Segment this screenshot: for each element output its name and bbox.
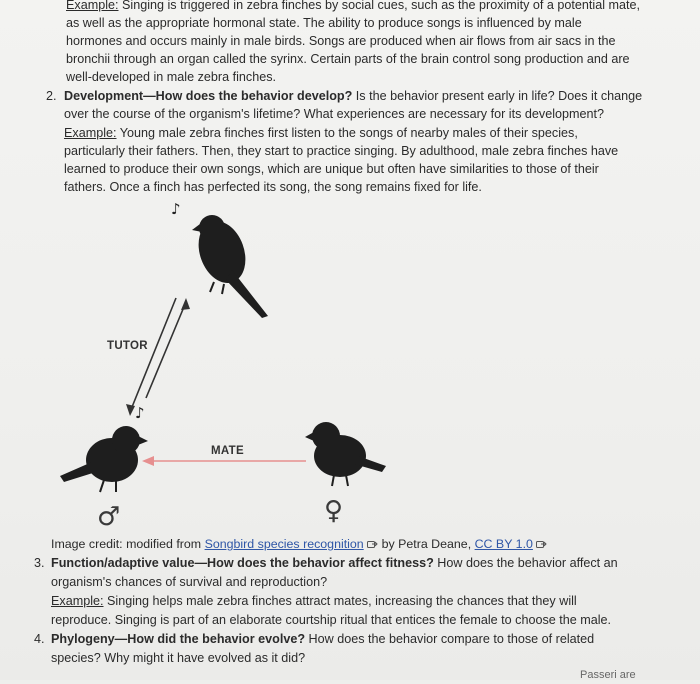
finch-illustration [0, 190, 700, 540]
license-link[interactable]: CC BY 1.0 [474, 537, 533, 551]
credit-middle: by Petra Deane, [378, 537, 475, 551]
example1-line-4: bronchii through an organ called the syrinx. Certain parts of the brain control song production and are [66, 52, 630, 66]
item3-line-1: Function/adaptive value—How does the behavior affect fitness? How does the behavior affect an [51, 556, 618, 570]
item3-line-2: organism's chances of survival and reproduction? [51, 575, 328, 589]
arrowhead-down [126, 404, 135, 416]
external-link-icon[interactable] [367, 540, 378, 549]
music-note-icon: ♪ [171, 200, 181, 218]
example1-line-5: well-developed in male zebra finches. [66, 70, 277, 84]
external-link-icon-2[interactable] [536, 540, 547, 549]
item3-number: 3. [34, 556, 45, 570]
example1-line-2: as well as the appropriate hormonal state. The ability to produce songs is influenced by male [66, 16, 582, 30]
item4-line-2: species? Why might it have evolved as it did? [51, 651, 306, 665]
tutor-bird [190, 214, 268, 318]
mate-label: MATE [211, 445, 244, 457]
item2-line-3: Example: Young male zebra finches first listen to the songs of nearby males of their species, [64, 126, 578, 140]
arrowhead-up [181, 298, 190, 310]
example1-line-1: Example: Singing is triggered in zebra finches by social cues, such as the proximity of a potential mate, [66, 0, 641, 12]
item2-line-4: particularly their fathers. Then, they start to practice singing. By adulthood, male zebra finches have [64, 144, 619, 158]
tutor-arrows [130, 298, 186, 412]
item2-number: 2. [46, 89, 57, 103]
example-label: Example: [66, 0, 119, 12]
item3-line-4: reproduce. Singing is part of an elaborate courtship ritual that entices the female to choose the male. [51, 613, 612, 627]
music-note-icon-2: ♪ [135, 404, 145, 422]
mate-arrowhead [142, 456, 154, 466]
image-credit [51, 535, 547, 553]
finch-figure [0, 190, 700, 540]
female-bird [305, 422, 386, 486]
credit-prefix: Image credit: modified from [51, 537, 205, 551]
item2-line-2: over the course of the organism's lifetime? What experiences are necessary for its development? [64, 107, 605, 121]
footer-fragment: Passeri are [580, 669, 636, 681]
example1-line-3: hormones and occurs mainly in male birds. Songs are produced when air flows from air sacs in the [66, 34, 616, 48]
item3-line-3: Example: Singing helps male zebra finches attract mates, increasing the chances that they will [51, 594, 577, 608]
songbird-link[interactable]: Songbird species recognition [204, 537, 364, 551]
item2-line-5: learned to produce their own songs, which are unique but often have similarities to those of their [64, 162, 599, 176]
female-symbol: ♀ [324, 496, 344, 526]
item2-line-1: Development—How does the behavior develop? Is the behavior present early in life? Does it change [64, 89, 643, 103]
item4-line-1: Phylogeny—How did the behavior evolve? How does the behavior compare to those of related [51, 632, 595, 646]
male-symbol: ♂ [97, 502, 121, 532]
tutor-label: TUTOR [107, 340, 148, 352]
male-bird [60, 426, 148, 492]
item2-line-6: fathers. Once a finch has perfected its song, the song remains fixed for life. [64, 180, 482, 194]
item4-number: 4. [34, 632, 45, 646]
